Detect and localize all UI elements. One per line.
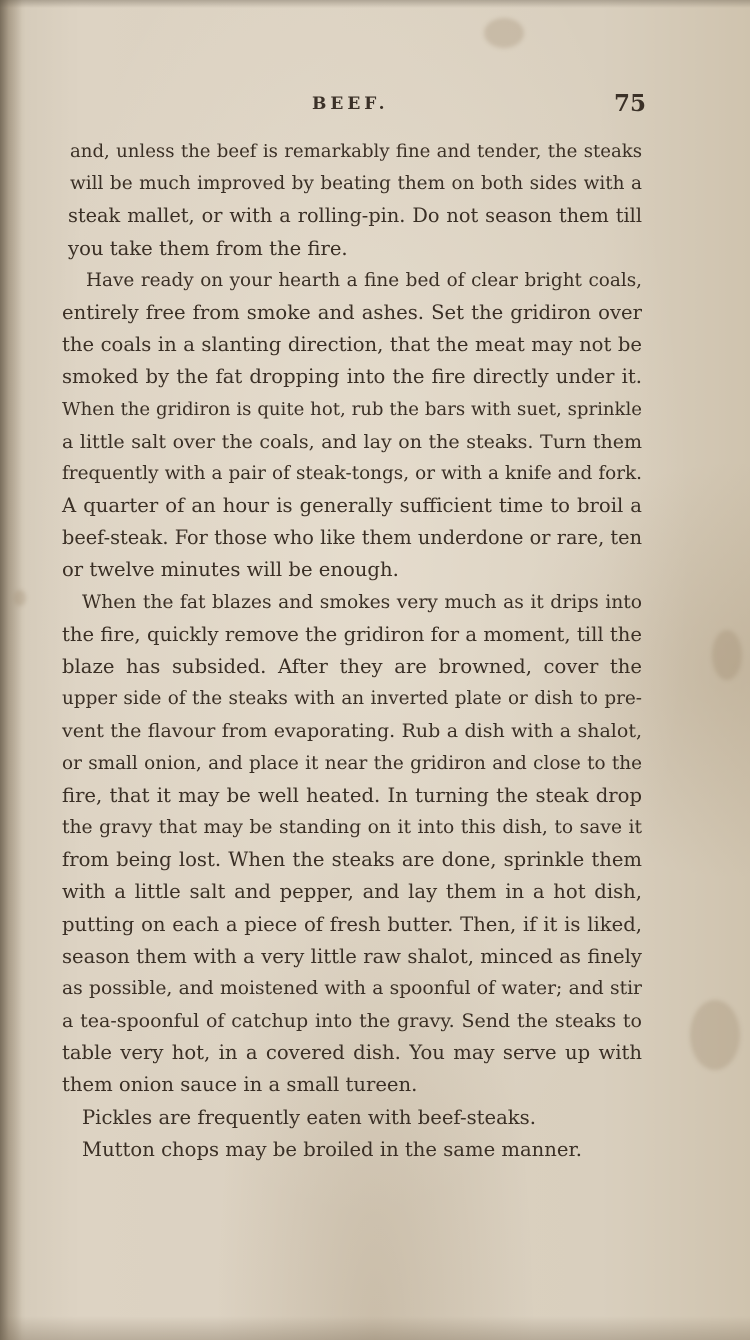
- text-line: putting on each a piece of fresh butter. Then, if it is liked,: [62, 912, 642, 936]
- text-line: or small onion, and place it near the gridiron and close to the: [62, 752, 642, 774]
- text-line: a tea-spoonful of catchup into the gravy. Send the steaks to: [62, 1010, 642, 1033]
- text-line: When the gridiron is quite hot, rub the bars with suet, sprinkle: [62, 398, 642, 420]
- text-line: as possible, and moistened with a spoonful of water; and stir: [62, 977, 642, 999]
- foxing-stain: [712, 630, 742, 680]
- text-line: the coals in a slanting direction, that the meat may not be: [62, 333, 642, 357]
- text-line: vent the flavour from evaporating. Rub a dish with a shalot,: [62, 720, 642, 743]
- text-line: you take them from the fire.: [68, 236, 348, 260]
- text-line: frequently with a pair of steak-tongs, or with a knife and fork.: [62, 462, 642, 484]
- page-top-edge: [0, 0, 750, 8]
- foxing-stain: [14, 590, 26, 606]
- text-line: the fire, quickly remove the gridiron for a moment, till the: [62, 622, 642, 646]
- foxing-stain: [690, 1000, 740, 1070]
- text-line: upper side of the steaks with an inverted plate or dish to pre-: [62, 688, 642, 710]
- text-line: Mutton chops may be broiled in the same manner.: [82, 1137, 582, 1161]
- text-line: or twelve minutes will be enough.: [62, 558, 399, 582]
- page-number: 75: [614, 90, 647, 117]
- text-line: beef-steak. For those who like them underdone or rare, ten: [62, 526, 642, 550]
- running-head: BEEF.: [312, 94, 389, 114]
- page-bottom-edge: [0, 1316, 750, 1340]
- binding-shadow: [0, 0, 22, 1340]
- text-line: steak mallet, or with a rolling-pin. Do not season them till: [68, 204, 642, 228]
- text-line: with a little salt and pepper, and lay them in a hot dish,: [62, 880, 642, 904]
- text-line: season them with a very little raw shalot, minced as finely: [62, 944, 642, 968]
- page-header: [0, 92, 750, 122]
- body-text: [62, 136, 642, 1166]
- text-line: A quarter of an hour is generally sufficient time to broil a: [62, 494, 642, 518]
- text-line: will be much improved by beating them on both sides with a: [70, 173, 642, 195]
- text-line: Pickles are frequently eaten with beef-steaks.: [82, 1105, 536, 1129]
- text-line: smoked by the fat dropping into the fire directly under it.: [62, 365, 642, 389]
- text-line: a little salt over the coals, and lay on the steaks. Turn them: [62, 430, 642, 453]
- foxing-stain: [484, 18, 524, 48]
- text-line: them onion sauce in a small tureen.: [62, 1073, 418, 1097]
- text-line: entirely free from smoke and ashes. Set the gridiron over: [62, 300, 642, 324]
- text-line: blaze has subsided. After they are browned, cover the: [62, 655, 642, 678]
- text-line: When the fat blazes and smokes very much as it drips into: [82, 591, 642, 613]
- text-line: from being lost. When the steaks are done, sprinkle them: [62, 848, 642, 872]
- text-line: and, unless the beef is remarkably fine and tender, the steaks: [70, 141, 642, 162]
- text-line: Have ready on your hearth a fine bed of clear bright coals,: [86, 269, 642, 291]
- text-line: the gravy that may be standing on it into this dish, to save it: [62, 816, 642, 838]
- text-line: table very hot, in a covered dish. You may serve up with: [62, 1041, 642, 1065]
- text-line: fire, that it may be well heated. In turning the steak drop: [62, 783, 642, 807]
